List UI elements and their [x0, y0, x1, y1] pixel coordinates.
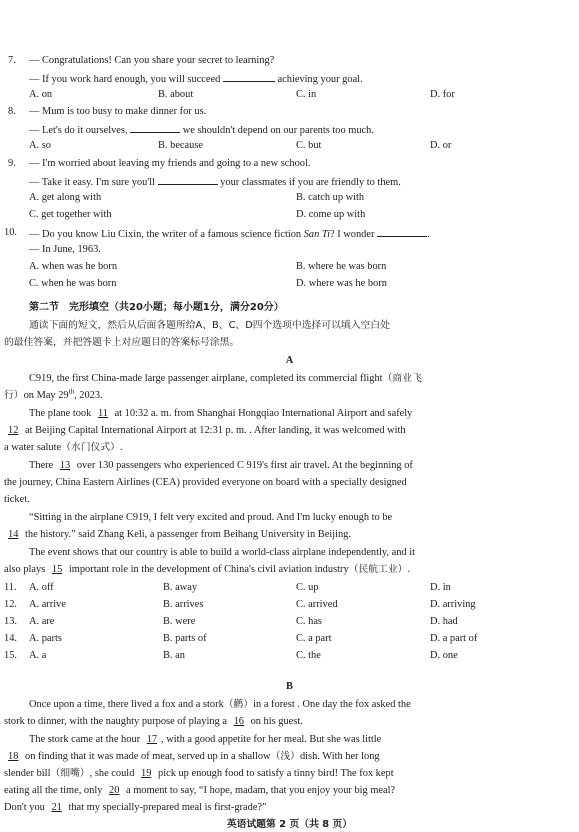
q8-option-c[interactable]: C. but — [296, 140, 322, 151]
q13-option-d[interactable]: D. had — [430, 616, 458, 627]
q13-option-b[interactable]: B. were — [163, 616, 196, 627]
q15-option-a[interactable]: A. a — [29, 650, 47, 661]
q8-option-a[interactable]: A. so — [29, 140, 51, 151]
q8-blank — [130, 121, 180, 133]
q14-option-b[interactable]: B. parts of — [163, 633, 207, 644]
blank-15: 15 — [51, 564, 63, 575]
blank-19: 19 — [141, 768, 152, 779]
passage-a-p4-line2: 14 the history.” said Zhang Keli, a passenger from Beihang University in Beijing. — [4, 527, 351, 542]
blank-11: 11 — [97, 408, 108, 419]
q12-option-c[interactable]: C. arrived — [296, 599, 338, 610]
blank-21: 21 — [51, 802, 62, 813]
q7-line2: — If you work hard enough, you will succeed achieving your goal. — [29, 70, 363, 87]
q7-option-c[interactable]: C. in — [296, 89, 317, 100]
q9-option-d[interactable]: D. come up with — [296, 209, 366, 220]
q7-number: 7. — [8, 55, 16, 66]
q7-option-b[interactable]: B. about — [158, 89, 194, 100]
passage-a-p1-line2: 行）on May 29th, 2023. — [4, 387, 103, 401]
q12-option-d[interactable]: D. arriving — [430, 599, 476, 610]
q11-option-c[interactable]: C. up — [296, 582, 319, 593]
passage-a-p4-line1: “Sitting in the airplane C919, I felt very excited and proud. And I'm lucky enough to be — [29, 512, 393, 523]
q15-option-b[interactable]: B. an — [163, 650, 185, 661]
blank-20: 20 — [109, 785, 120, 796]
passage-b-p2-line3: slender bill（细嘴）, she could 19 pick up enough food to satisfy a tinny bird! The fox kept — [4, 768, 394, 779]
passage-a-p2-line1: The plane took 11 at 10:32 a. m. from Shanghai Hongqiao International Airport and safely — [29, 408, 413, 419]
q10-option-a[interactable]: A. when was he born — [29, 261, 118, 272]
q8-line1: — Mum is too busy to make dinner for us. — [29, 106, 207, 117]
blank-14: 14 — [8, 529, 19, 540]
q14-option-c[interactable]: C. a part — [296, 633, 332, 644]
passage-b-p1-line2: stork to dinner, with the naughty purpose of playing a 16 on his guest. — [4, 716, 303, 727]
passage-a-p5-line1: The event shows that our country is able to build a world-class airplane independently, and it — [29, 547, 415, 558]
passage-a-label: A — [285, 355, 294, 366]
passage-b-p2-line1: The stork came at the hour 17 , with a good appetite for her meal. But she was little — [29, 734, 382, 745]
passage-a-p5-line2: also plays 15 important role in the development of China's civil aviation industry（民航工业）. — [4, 564, 411, 575]
passage-a-p2-line2: 12 at Beijing Capital International Airport at 12:31 p. m. . After landing, it was welcomed with — [4, 423, 406, 438]
passage-b-p2-line2: 18 on finding that it was made of meat, served up in a shallow（浅）dish. With her long — [4, 749, 380, 764]
q14-option-d[interactable]: D. a part of — [430, 633, 478, 644]
q11-option-d[interactable]: D. in — [430, 582, 451, 593]
q10-blank — [377, 225, 427, 237]
q15-option-d[interactable]: D. one — [430, 650, 458, 661]
passage-b-label: B — [286, 681, 293, 692]
blank-12: 12 — [8, 425, 19, 436]
q7-option-a[interactable]: A. on — [29, 89, 53, 100]
q10-option-b[interactable]: B. where he was born — [296, 261, 387, 272]
blank-13: 13 — [59, 460, 71, 471]
q10-line1: — Do you know Liu Cixin, the writer of a famous science fiction San Ti? I wonder . — [29, 225, 430, 242]
passage-b-p1-line1: Once upon a time, there lived a fox and a stork（鹳）in a forest . One day the fox asked the — [29, 699, 411, 710]
q12-option-b[interactable]: B. arrives — [163, 599, 204, 610]
passage-a-p3-line3: ticket. — [4, 494, 30, 505]
passage-b-p2-line4: eating all the time, only 20 a moment to say, “I hope, madam, that you enjoy your big meal? — [4, 785, 396, 796]
q9-option-b[interactable]: B. catch up with — [296, 192, 365, 203]
q9-line2: — Take it easy. I'm sure you'll your classmates if you are friendly to them. — [29, 173, 401, 190]
blank-17: 17 — [146, 734, 158, 745]
q10-line2: — In June, 1963. — [29, 244, 101, 255]
q8-number: 8. — [8, 106, 16, 117]
passage-a-p1-line1: C919, the first China-made large passenger airplane, completed its commercial flight（商业飞 — [29, 373, 422, 384]
passage-a-p3-line1: There 13 over 130 passengers who experienced C 919's first air travel. At the beginning of — [29, 460, 413, 471]
passage-b-p2-line5: Don't you 21 that my specially-prepared meal is first-grade?” — [4, 802, 267, 813]
blank-18: 18 — [8, 751, 19, 762]
q13-number: 13. — [4, 616, 17, 627]
blank-16: 16 — [233, 716, 244, 727]
q14-option-a[interactable]: A. parts — [29, 633, 62, 644]
q14-number: 14. — [4, 633, 17, 644]
section-instructions-2: 的最佳答案，并把答题卡上对应题目的答案标号涂黑。 — [4, 337, 240, 348]
q8-option-b[interactable]: B. because — [158, 140, 204, 151]
section-title: 第二节 完形填空（共20小题；每小题1分，满分20分） — [29, 302, 284, 313]
q15-option-c[interactable]: C. the — [296, 650, 321, 661]
q13-option-a[interactable]: A. are — [29, 616, 55, 627]
q7-option-d[interactable]: D. for — [430, 89, 455, 100]
q12-number: 12. — [4, 599, 17, 610]
q9-option-c[interactable]: C. get together with — [29, 209, 112, 220]
q7-line1: — Congratulations! Can you share your secret to learning? — [29, 55, 275, 66]
q12-option-a[interactable]: A. arrive — [29, 599, 66, 610]
passage-a-p2-line3: a water salute（水门仪式）. — [4, 442, 123, 453]
passage-a-p3-line2: the journey, China Eastern Airlines (CEA) provided everyone on board with a specially designed — [4, 477, 407, 488]
q13-option-c[interactable]: C. has — [296, 616, 322, 627]
q9-number: 9. — [8, 158, 16, 169]
q11-option-b[interactable]: B. away — [163, 582, 198, 593]
q10-option-d[interactable]: D. where was he born — [296, 278, 387, 289]
q8-line2: — Let's do it ourselves, we shouldn't depend on our parents too much. — [29, 121, 374, 138]
q10-option-c[interactable]: C. when he was born — [29, 278, 117, 289]
section-instructions-1: 通读下面的短文，然后从后面各题所给A、B、C、D四个选项中选择可以填入空白处 — [29, 320, 390, 331]
q11-number: 11. — [4, 582, 17, 593]
q9-line1: — I'm worried about leaving my friends and going to a new school. — [29, 158, 311, 169]
q11-option-a[interactable]: A. off — [29, 582, 54, 593]
page-footer: 英语试题第 2 页（共 8 页） — [226, 819, 353, 830]
q7-blank — [223, 70, 275, 82]
q9-option-a[interactable]: A. get along with — [29, 192, 102, 203]
q10-number: 10. — [4, 227, 17, 238]
q9-blank — [158, 173, 218, 185]
q8-option-d[interactable]: D. or — [430, 140, 452, 151]
q15-number: 15. — [4, 650, 17, 661]
